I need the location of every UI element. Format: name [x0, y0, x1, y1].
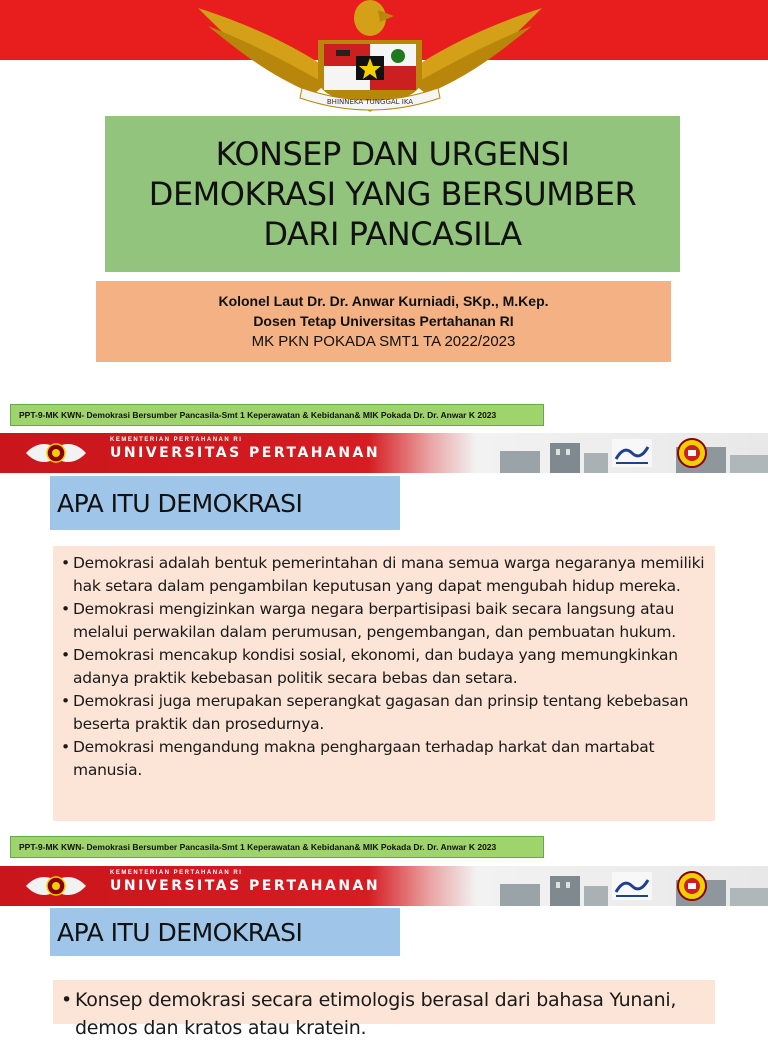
university-label: UNIVERSITAS PERTAHANAN	[110, 445, 381, 461]
title-line: DARI PANCASILA	[263, 215, 522, 253]
title-line: DEMOKRASI YANG BERSUMBER	[148, 175, 637, 213]
author-name: Kolonel Laut Dr. Dr. Anwar Kurniadi, SKp., M.Kep.	[218, 293, 549, 309]
list-item: • Konsep demokrasi secara etimologis berasal dari bahasa Yunani, demos dan kratos atau kratein.	[61, 986, 707, 1042]
slide-footer-label: PPT-9-MK KWN- Demokrasi Bersumber Pancasila-Smt 1 Keperawatan & Kebidanan& MIK Pokada Dr. Dr. Anwar K 2023	[10, 404, 544, 426]
title-slide	[0, 0, 768, 375]
list-item: • Demokrasi mencakup kondisi sosial, ekonomi, dan budaya yang memungkinkan adanya praktik kebebasan politik secara bebas dan setara.	[61, 644, 707, 690]
author-box	[96, 281, 671, 362]
wave-emblem-icon	[612, 439, 652, 467]
section-heading-box	[50, 476, 400, 530]
wave-emblem-icon	[612, 872, 652, 900]
course-label: MK PKN POKADA SMT1 TA 2022/2023	[251, 333, 516, 350]
content-box	[53, 546, 715, 821]
bullet-list	[61, 552, 707, 782]
ministry-label: KEMENTERIAN PERTAHANAN RI	[110, 870, 243, 876]
round-emblem-icon	[676, 437, 708, 469]
slide-title	[149, 134, 636, 254]
list-item: • Demokrasi mengandung makna penghargaan terhadap harkat dan martabat manusia.	[61, 736, 707, 782]
section-heading-box	[50, 908, 400, 956]
university-banner	[0, 433, 768, 473]
list-item: • Demokrasi juga merupakan seperangkat gagasan dan prinsip tentang kebebasan beserta praktik dan prosedurnya.	[61, 690, 707, 736]
slide-footer-label: PPT-9-MK KWN- Demokrasi Bersumber Pancasila-Smt 1 Keperawatan & Kebidanan& MIK Pokada Dr. Dr. Anwar K 2023	[10, 836, 544, 858]
university-logo-icon	[24, 436, 88, 470]
section-heading: APA ITU DEMOKRASI	[57, 917, 303, 947]
ministry-label: KEMENTERIAN PERTAHANAN RI	[110, 437, 243, 443]
university-logo-icon	[24, 869, 88, 903]
content-box	[53, 980, 715, 1039]
university-banner	[0, 866, 768, 906]
bullet-list	[61, 986, 707, 1042]
emblem-motto: BHINNEKA TUNGGAL IKA	[326, 98, 414, 106]
section-heading: APA ITU DEMOKRASI	[57, 488, 303, 518]
list-item: • Demokrasi adalah bentuk pemerintahan di mana semua warga negaranya memiliki hak setara dalam pengambilan keputusan yang dapat mengubah hidup mereka.	[61, 552, 707, 598]
title-line: KONSEP DAN URGENSI	[215, 135, 570, 173]
list-item: • Demokrasi mengizinkan warga negara berpartisipasi baik secara langsung atau melalui perwakilan dalam perumusan, pengembangan, dan pembuatan hukum.	[61, 598, 707, 644]
university-label: UNIVERSITAS PERTAHANAN	[110, 878, 381, 894]
garuda-emblem-icon	[190, 0, 550, 112]
title-box	[105, 116, 680, 272]
round-emblem-icon	[676, 870, 708, 902]
author-position: Dosen Tetap Universitas Pertahanan RI	[253, 313, 514, 329]
